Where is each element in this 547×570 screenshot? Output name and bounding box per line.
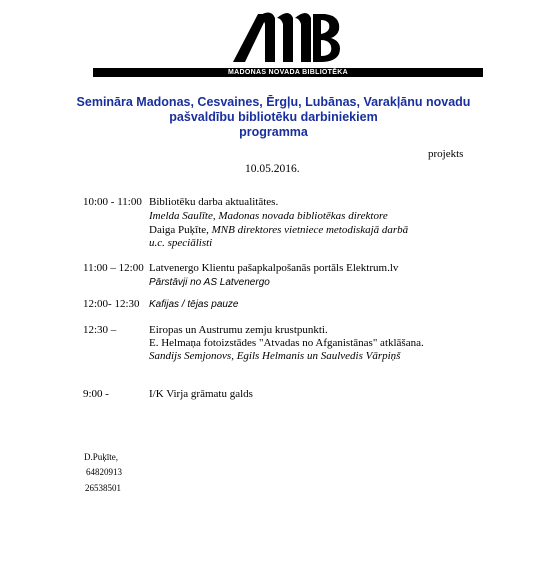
title-line-3: programma [239,125,308,139]
contact-name: D.Puķīte, [84,452,119,462]
title-line-2: pašvaldību bibliotēku darbiniekiem [169,110,378,124]
agenda-topic: I/K Virja grāmatu galds [149,388,253,400]
contact-phone: 64820913 [86,467,122,477]
agenda-topic: Latvenergo Klientu pašapkalpošanās portāls Elektrum.lv [149,262,399,274]
agenda-time: 12:00- 12:30 [83,298,140,310]
agenda-topic: Bibliotēku darba aktualitātes. [149,196,279,208]
agenda-detail: E. Helmaņa fotoizstādes "Atvadas no Afganistānas" atklāšana. [149,337,424,349]
agenda-speaker: Imelda Saulīte, Madonas novada bibliotēkas direktore [149,210,388,222]
speaker-name: Daiga Puķīte, [149,224,212,236]
library-logo [93,4,483,80]
title-line-1: Semināra Madonas, Cesvaines, Ērgļu, Lubānas, Varakļānu novadu [76,95,471,109]
agenda-time: 9:00 - [83,388,109,400]
speaker-role: MNB direktores vietniece metodiskajā darbā [211,224,409,236]
agenda-time: 10:00 - 11:00 [83,196,142,208]
agenda-time: 12:30 – [83,324,117,336]
agenda-topic: Eiropas un Austrumu zemju krustpunkti. [149,324,328,336]
agenda-speaker: Sandijs Semjonovs, Egils Helmanis un Saulvedis Vārpiņš [149,350,401,362]
agenda-speaker [149,224,408,236]
event-date: 10.05.2016. [245,163,300,175]
agenda-speaker: u.c. speciālisti [149,237,213,249]
contact-phone: 26538501 [85,483,121,493]
agenda-speaker: Pārstāvji no AS Latvenergo [149,277,270,288]
status-label: projekts [428,148,464,160]
logo-text: MADONAS NOVADA BIBLIOTĒKA [228,69,348,76]
agenda-time: 11:00 – 12:00 [83,262,144,274]
agenda-topic: Kafijas / tējas pauze [149,299,239,310]
